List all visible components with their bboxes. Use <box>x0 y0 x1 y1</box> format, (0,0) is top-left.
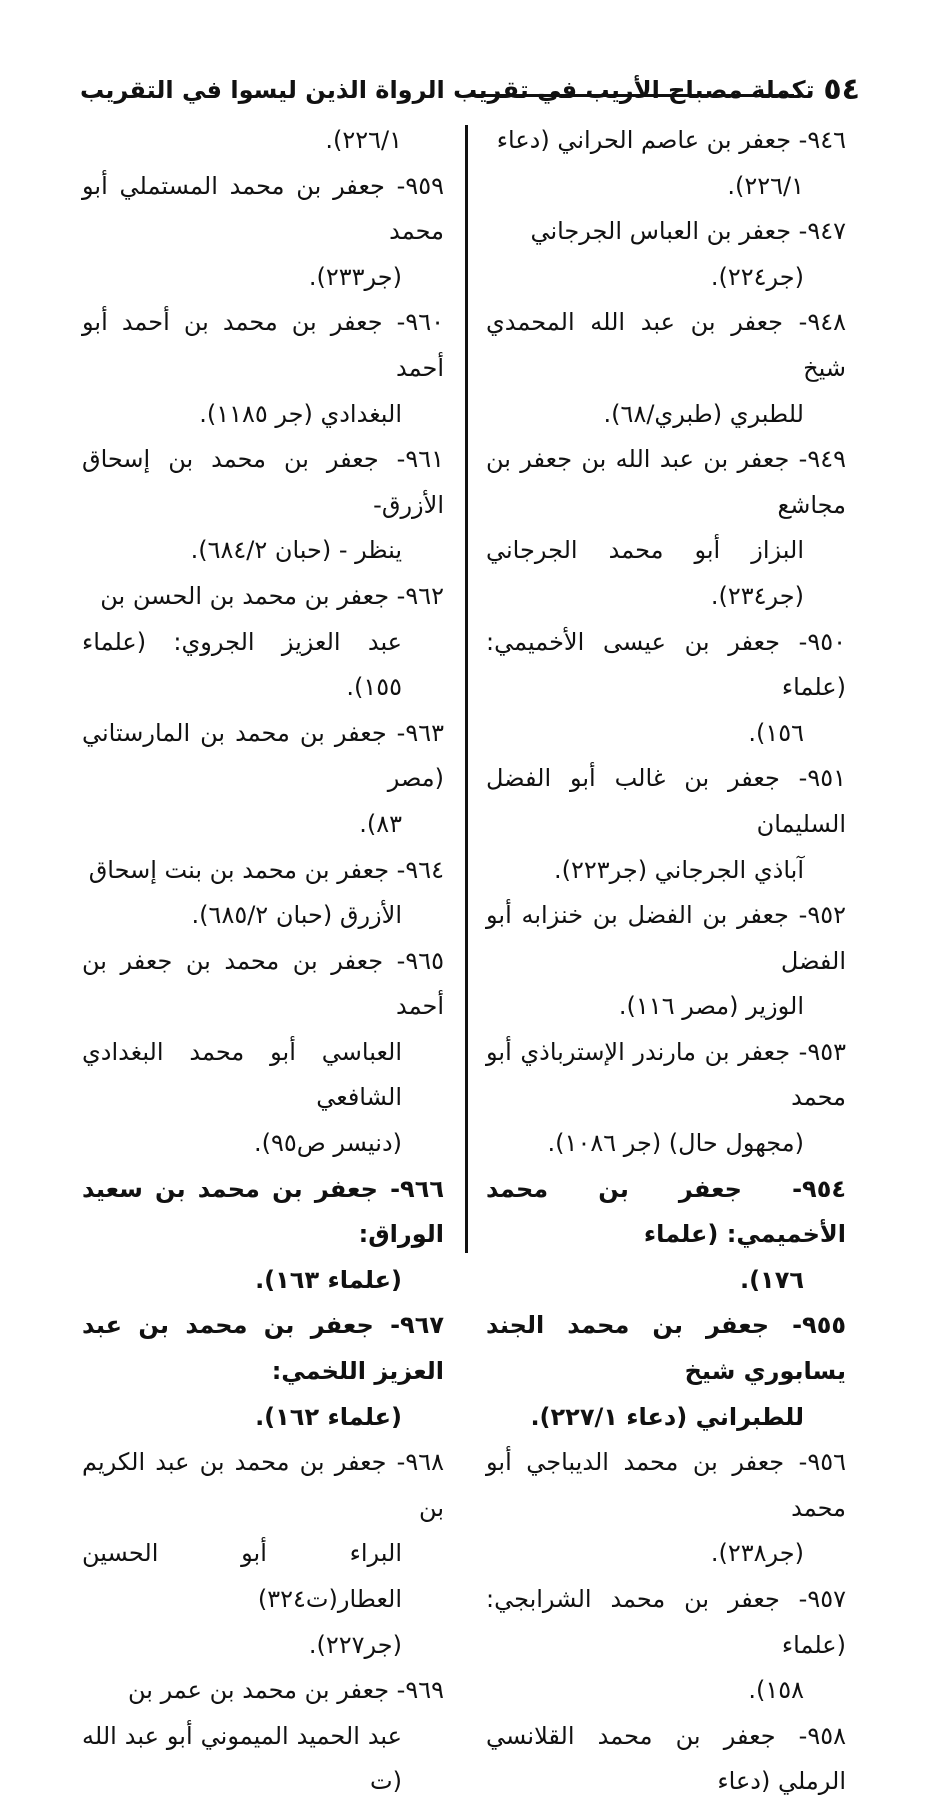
entry-958: ٩٥٨- جعفر بن محمد القلانسي الرملي (دعاء <box>486 1721 846 1796</box>
page-header <box>80 72 860 112</box>
entry-952: ٩٥٢- جعفر بن الفضل بن خنزابه أبو الفضل الوزير (مصر ١١٦). <box>486 901 846 1021</box>
entry-966: ٩٦٦- جعفر بن محمد بن سعيد الوراق: (علماء ١٦٣). <box>82 1174 444 1294</box>
entry-955: ٩٥٥- جعفر بن محمد الجند يسابوري شيخ للطبراني (دعاء ٢٢٧/١). <box>486 1311 846 1431</box>
entry-964: ٩٦٤- جعفر بن محمد بن بنت إسحاق الأزرق (حبان ٦٨٥/٢). <box>88 855 444 930</box>
column-divider <box>465 125 468 1253</box>
entry-947: ٩٤٧- جعفر بن العباس الجرجاني (جر٢٢٤). <box>530 217 846 291</box>
running-title: تكملة مصباح الأريب في تقريب الرواة الذين ليسوا في التقريب <box>80 76 815 104</box>
entry-961: ٩٦١- جعفر بن محمد بن إسحاق الأزرق- ينظر - (حبان ٦٨٤/٢). <box>82 445 444 565</box>
entry-959: ٩٥٩- جعفر بن محمد المستملي أبو محمد (جر٢٣٣). <box>82 171 444 291</box>
entry-949: ٩٤٩- جعفر بن عبد الله بن جعفر بن مجاشع البزاز أبو محمد الجرجاني (جر٢٣٤). <box>486 445 846 610</box>
entry-954: ٩٥٤- جعفر بن محمد الأخميمي: (علماء ١٧٦). <box>486 1174 846 1294</box>
entry-957: ٩٥٧- جعفر بن محمد الشرابجي: (علماء ١٥٨). <box>486 1585 846 1705</box>
entry-951: ٩٥١- جعفر بن غالب أبو الفضل السليمان آباذي الجرجاني (جر٢٢٣). <box>486 764 846 884</box>
entry-969: ٩٦٩- جعفر بن محمد بن عمر بن عبد الحميد الميموني أبو عبد الله (ت <box>82 1676 444 1796</box>
entry-963: ٩٦٣- جعفر بن محمد بن المارستاني (مصر ٨٣). <box>82 718 444 838</box>
left-column <box>82 118 444 1805</box>
entry-960: ٩٦٠- جعفر بن محمد بن أحمد أبو أحمد البغدادي (جر ١١٨٥). <box>82 308 444 428</box>
page-number: ٥٤ <box>823 72 860 107</box>
entry-946: ٩٤٦- جعفر بن عاصم الحراني (دعاء ٢٢٦/١). <box>496 126 846 200</box>
entry-950: ٩٥٠- جعفر بن عيسى الأخميمي: (علماء ١٥٦). <box>486 627 846 747</box>
entry-967: ٩٦٧- جعفر بن محمد بن عبد العزيز اللخمي: (علماء ١٦٢). <box>82 1311 444 1431</box>
right-column <box>486 118 846 1805</box>
entry-953: ٩٥٣- جعفر بن مارندر الإسترباذي أبو محمد (مجهول حال) (جر ١٠٨٦). <box>486 1037 846 1158</box>
entry-962: ٩٦٢- جعفر بن محمد بن الحسن بن عبد العزيز الجروي: (علماء ١٥٥). <box>82 581 444 702</box>
entry-956: ٩٥٦- جعفر بن محمد الديباجي أبو محمد (جر٢٣٨). <box>486 1448 846 1568</box>
entry-948: ٩٤٨- جعفر بن عبد الله المحمدي شيخ للطبري (طبري/٦٨). <box>486 308 846 428</box>
entry-958-continued: ٢٢٦/١). <box>325 126 402 154</box>
entry-965: ٩٦٥- جعفر بن محمد بن جعفر بن أحمد العباسي أبو محمد البغدادي الشافعي (دنيسر ص٩٥). <box>82 946 444 1158</box>
entry-968: ٩٦٨- جعفر بن محمد بن عبد الكريم بن البراء أبو الحسين العطار(ت٣٢٤) (جر٢٢٧). <box>82 1448 444 1659</box>
